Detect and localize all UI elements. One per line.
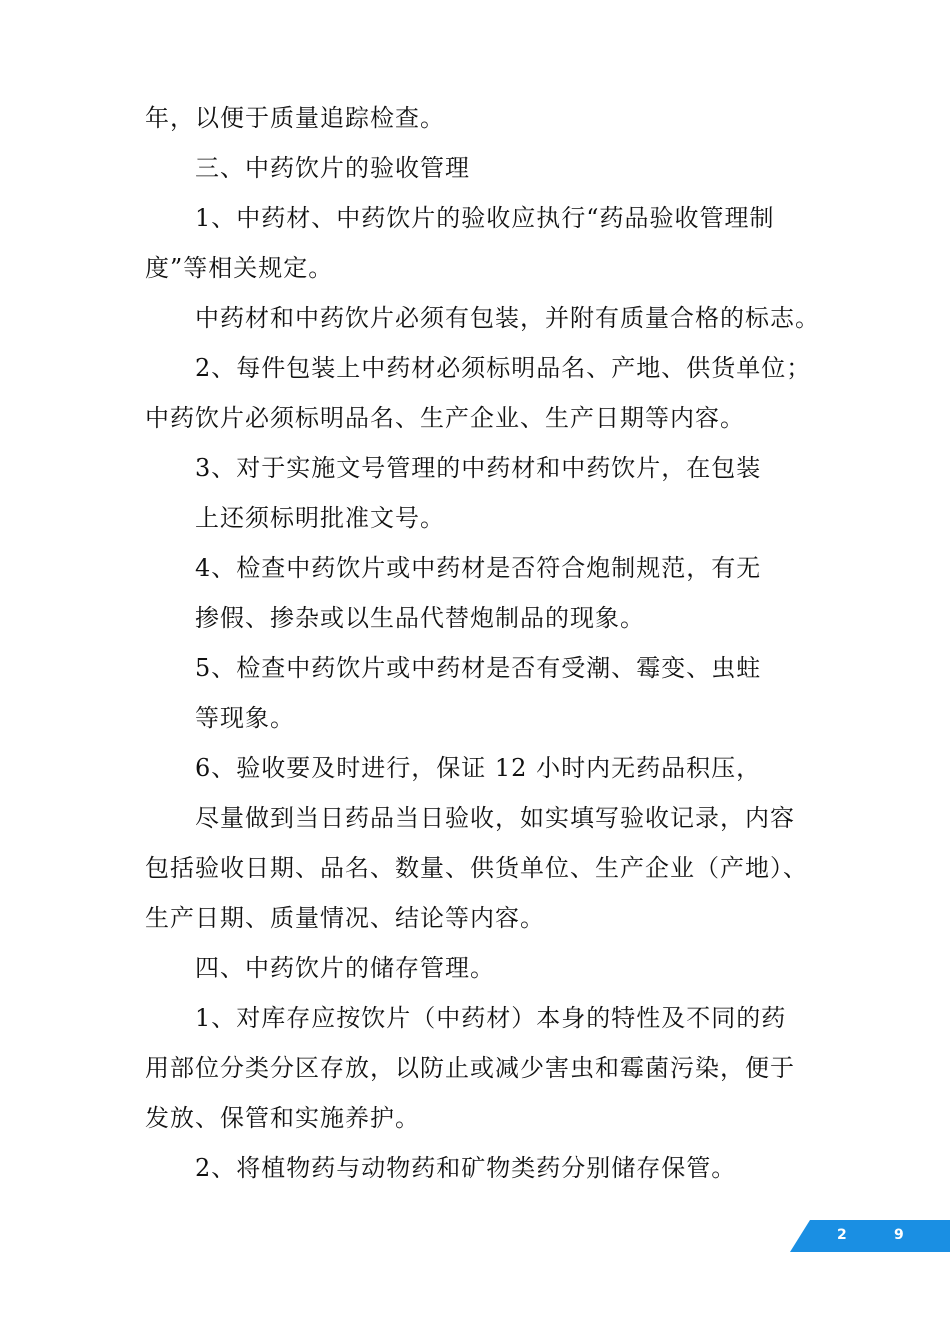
text-line: 5、检查中药饮片或中药材是否有受潮、霉变、虫蛀 xyxy=(195,654,762,682)
text-line: 1、中药材、中药饮片的验收应执行“药品验收管理制 xyxy=(195,204,775,232)
text-line: 尽量做到当日药品当日验收，如实填写验收记录，内容 xyxy=(195,804,795,832)
page-number-digit: 2 xyxy=(837,1227,847,1243)
section-heading: 三、中药饮片的验收管理 xyxy=(195,154,470,182)
text-line: 6、验收要及时进行，保证 12 小时内无药品积压， xyxy=(195,754,762,782)
text-line: 发放、保管和实施养护。 xyxy=(145,1104,420,1132)
text-line: 掺假、掺杂或以生品代替炮制品的现象。 xyxy=(195,604,645,632)
text-line: 包括验收日期、品名、数量、供货单位、生产企业（产地）、 xyxy=(145,854,808,882)
text-line: 2、每件包装上中药材必须标明品名、产地、供货单位； xyxy=(195,354,812,382)
text-line: 2、将植物药与动物药和矿物类药分别储存保管。 xyxy=(195,1154,737,1182)
text-line: 度”等相关规定。 xyxy=(145,254,334,282)
text-line: 生产日期、质量情况、结论等内容。 xyxy=(145,904,545,932)
page-badge-shape xyxy=(790,1220,950,1252)
text-line: 3、对于实施文号管理的中药材和中药饮片，在包装 xyxy=(195,454,762,482)
text-line: 中药材和中药饮片必须有包装，并附有质量合格的标志。 xyxy=(195,304,820,332)
section-heading: 四、中药饮片的储存管理。 xyxy=(195,954,495,982)
text-line: 年，以便于质量追踪检查。 xyxy=(145,104,445,132)
page-number-badge xyxy=(790,1220,950,1252)
text-line: 1、对库存应按饮片（中药材）本身的特性及不同的药 xyxy=(195,1004,787,1032)
text-line: 上还须标明批准文号。 xyxy=(195,504,445,532)
text-line: 4、检查中药饮片或中药材是否符合炮制规范，有无 xyxy=(195,554,762,582)
text-line: 用部位分类分区存放，以防止或减少害虫和霉菌污染，便于 xyxy=(145,1054,795,1082)
text-line: 等现象。 xyxy=(195,704,295,732)
text-line: 中药饮片必须标明品名、生产企业、生产日期等内容。 xyxy=(145,404,745,432)
page-number-digit: 9 xyxy=(894,1227,904,1243)
